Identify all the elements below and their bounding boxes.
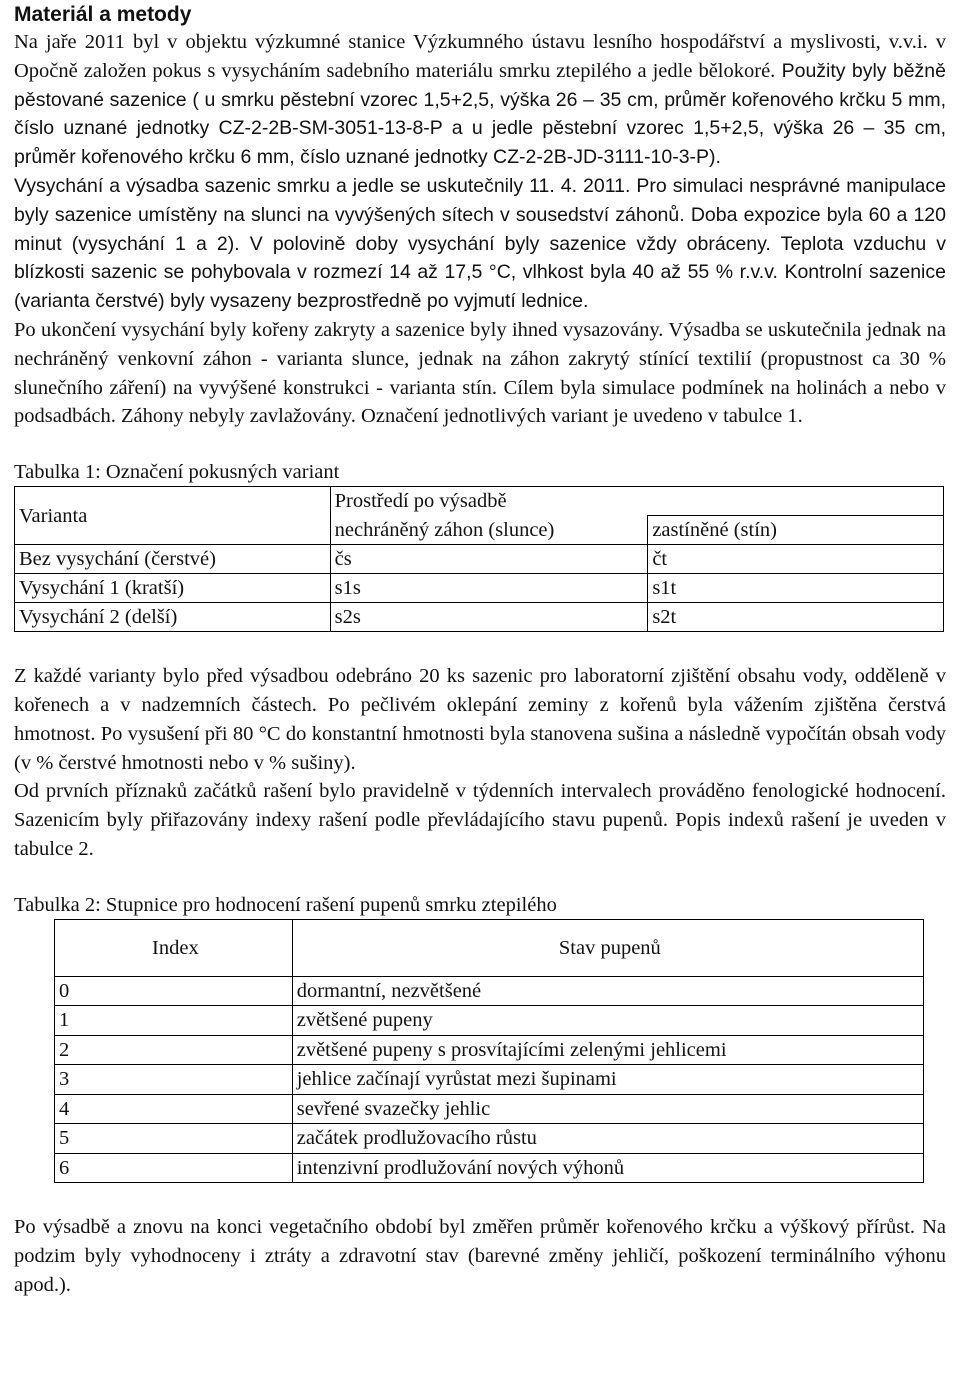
- table-cell: zvětšené pupeny s prosvítajícími zelenými jehlicemi: [292, 1035, 923, 1065]
- table-cell: jehlice začínají vyrůstat mezi šupinami: [292, 1065, 923, 1095]
- table-row: [15, 603, 944, 632]
- table-header-row: [55, 919, 924, 976]
- paragraph-drying: Vysychání a výsadba sazenic smrku a jedle se uskutečnily 11. 4. 2011. Pro simulaci nesprávné manipulace byly sazenice umístěny na slunci na vyvýšených sítech v sousedství záhonů. Doba expozice byla 60 a 120 minut (vysychání 1 a 2). V polovině doby vysychání byly sazenice vždy obráceny. Teplota vzduchu v blízkosti sazenic se pohybovala v rozmezí 14 až 17,5 °C, vlhkost byla 40 až 55 % r.v.v. Kontrolní sazenice (varianta čerstvé) byly vysazeny bezprostředně po vyjmutí lednice.: [14, 174, 946, 313]
- header-shaded: zastíněné (stín): [648, 516, 944, 545]
- table-cell: s1s: [330, 574, 648, 603]
- header-varianta: Varianta: [15, 487, 331, 545]
- paragraph-phenology: Od prvních příznaků začátků rašení bylo pravidelně v týdenních intervalech prováděno fenologické hodnocení. Sazenicím byly přiřazovány indexy rašení podle převládajícího stavu pupenů. Popis indexů rašení je uveden v tabulce 2.: [14, 780, 946, 860]
- table-cell: s2t: [648, 603, 944, 632]
- header-environment: Prostředí po výsadbě: [330, 487, 943, 516]
- table-row: [55, 1094, 924, 1124]
- budburst-index-table: [54, 919, 924, 1184]
- table-cell: čs: [330, 545, 648, 574]
- table-cell: Bez vysychání (čerstvé): [15, 545, 331, 574]
- table-cell: 6: [55, 1153, 293, 1183]
- table-row: [55, 1065, 924, 1095]
- table-row: [55, 1153, 924, 1183]
- table-cell: 5: [55, 1124, 293, 1154]
- section-heading: Materiál a metody: [14, 3, 192, 26]
- table-row: [15, 574, 944, 603]
- variants-table: [14, 486, 944, 632]
- table-row: [55, 1006, 924, 1036]
- table-row: [55, 976, 924, 1006]
- table-row: [15, 545, 944, 574]
- table-cell: začátek prodlužovacího růstu: [292, 1124, 923, 1154]
- table-cell: s2s: [330, 603, 648, 632]
- paragraph-water-content: Z každé varianty bylo před výsadbou odebráno 20 ks sazenic pro laboratorní zjištění obsahu vody, odděleně v kořenech a v nadzemních částech. Po pečlivém oklepání zeminy z kořenů byla vážením zjištěna čerstvá hmotnost. Po vysušení při 80 °C do konstantní hmotnosti byla stanovena sušina a následně vypočítán obsah vody (v % čerstvé hmotnosti nebo v % sušiny).: [14, 665, 946, 774]
- table-row: [55, 1035, 924, 1065]
- header-index: Index: [55, 919, 293, 976]
- paragraph-intro-sans: Použity byly běžně pěstované sazenice ( u smrku pěstební vzorec 1,5+2,5, výška 26 – 35 cm, průměr kořenového krčku 5 mm, číslo uznané jednotky CZ-2-2B-SM-3051-13-8-P a u jedle pěstební vzorec 1,5+2,5, výška 26 – 35 cm, průměr kořenového krčku 6 mm, číslo uznané jednotky CZ-2-2B-JD-3111-10-3-P).: [14, 59, 946, 169]
- table-cell: zvětšené pupeny: [292, 1006, 923, 1036]
- table-cell: Vysychání 2 (delší): [15, 603, 331, 632]
- paragraph-intro: [14, 28, 946, 172]
- header-unprotected: nechráněný záhon (slunce): [330, 516, 648, 545]
- table-cell: Vysychání 1 (kratší): [15, 574, 331, 603]
- table2-caption: Tabulka 2: Stupnice pro hodnocení rašení pupenů smrku ztepilého: [14, 893, 557, 916]
- table-cell: 4: [55, 1094, 293, 1124]
- table-cell: 1: [55, 1006, 293, 1036]
- table-cell: intenzivní prodlužování nových výhonů: [292, 1153, 923, 1183]
- table-row: [55, 1124, 924, 1154]
- paragraph-measurement: Po výsadbě a znovu na konci vegetačního období byl změřen průměr kořenového krčku a výškový přírůst. Na podzim byly vyhodnoceny i ztráty a zdravotní stav (barevné změny jehličí, poškození terminálního výhonu apod.).: [14, 1216, 946, 1296]
- header-bud-state: Stav pupenů: [292, 919, 923, 976]
- paragraph-planting: Po ukončení vysychání byly kořeny zakryty a sazenice byly ihned vysazovány. Výsadba se uskutečnila jednak na nechráněný venkovní záhon - varianta slunce, jednak na záhon zakrytý stínící textilií (propustnost ca 30 % slunečního záření) na vyvýšené konstrukci - varianta stín. Cílem byla simulace podmínek na holinách a nebo v podsadbách. Záhony nebyly zavlažovány. Označení jednotlivých variant je uvedeno v tabulce 1.: [14, 318, 946, 428]
- table-cell: s1t: [648, 574, 944, 603]
- table1-caption: Tabulka 1: Označení pokusných variant: [14, 461, 340, 484]
- table-cell: 3: [55, 1065, 293, 1095]
- paragraph-intro-serif: Na jaře 2011 byl v objektu výzkumné stanice Výzkumného ústavu lesního hospodářství a myslivosti, v.v.i. v Opočně založen pokus s vysycháním sadebního materiálu smrku ztepilého a jedle bělokoré.: [14, 31, 946, 82]
- table-cell: čt: [648, 545, 944, 574]
- table-cell: 0: [55, 976, 293, 1006]
- table-cell: 2: [55, 1035, 293, 1065]
- table-cell: sevřené svazečky jehlic: [292, 1094, 923, 1124]
- table-cell: dormantní, nezvětšené: [292, 976, 923, 1006]
- table-header-row: [15, 487, 944, 516]
